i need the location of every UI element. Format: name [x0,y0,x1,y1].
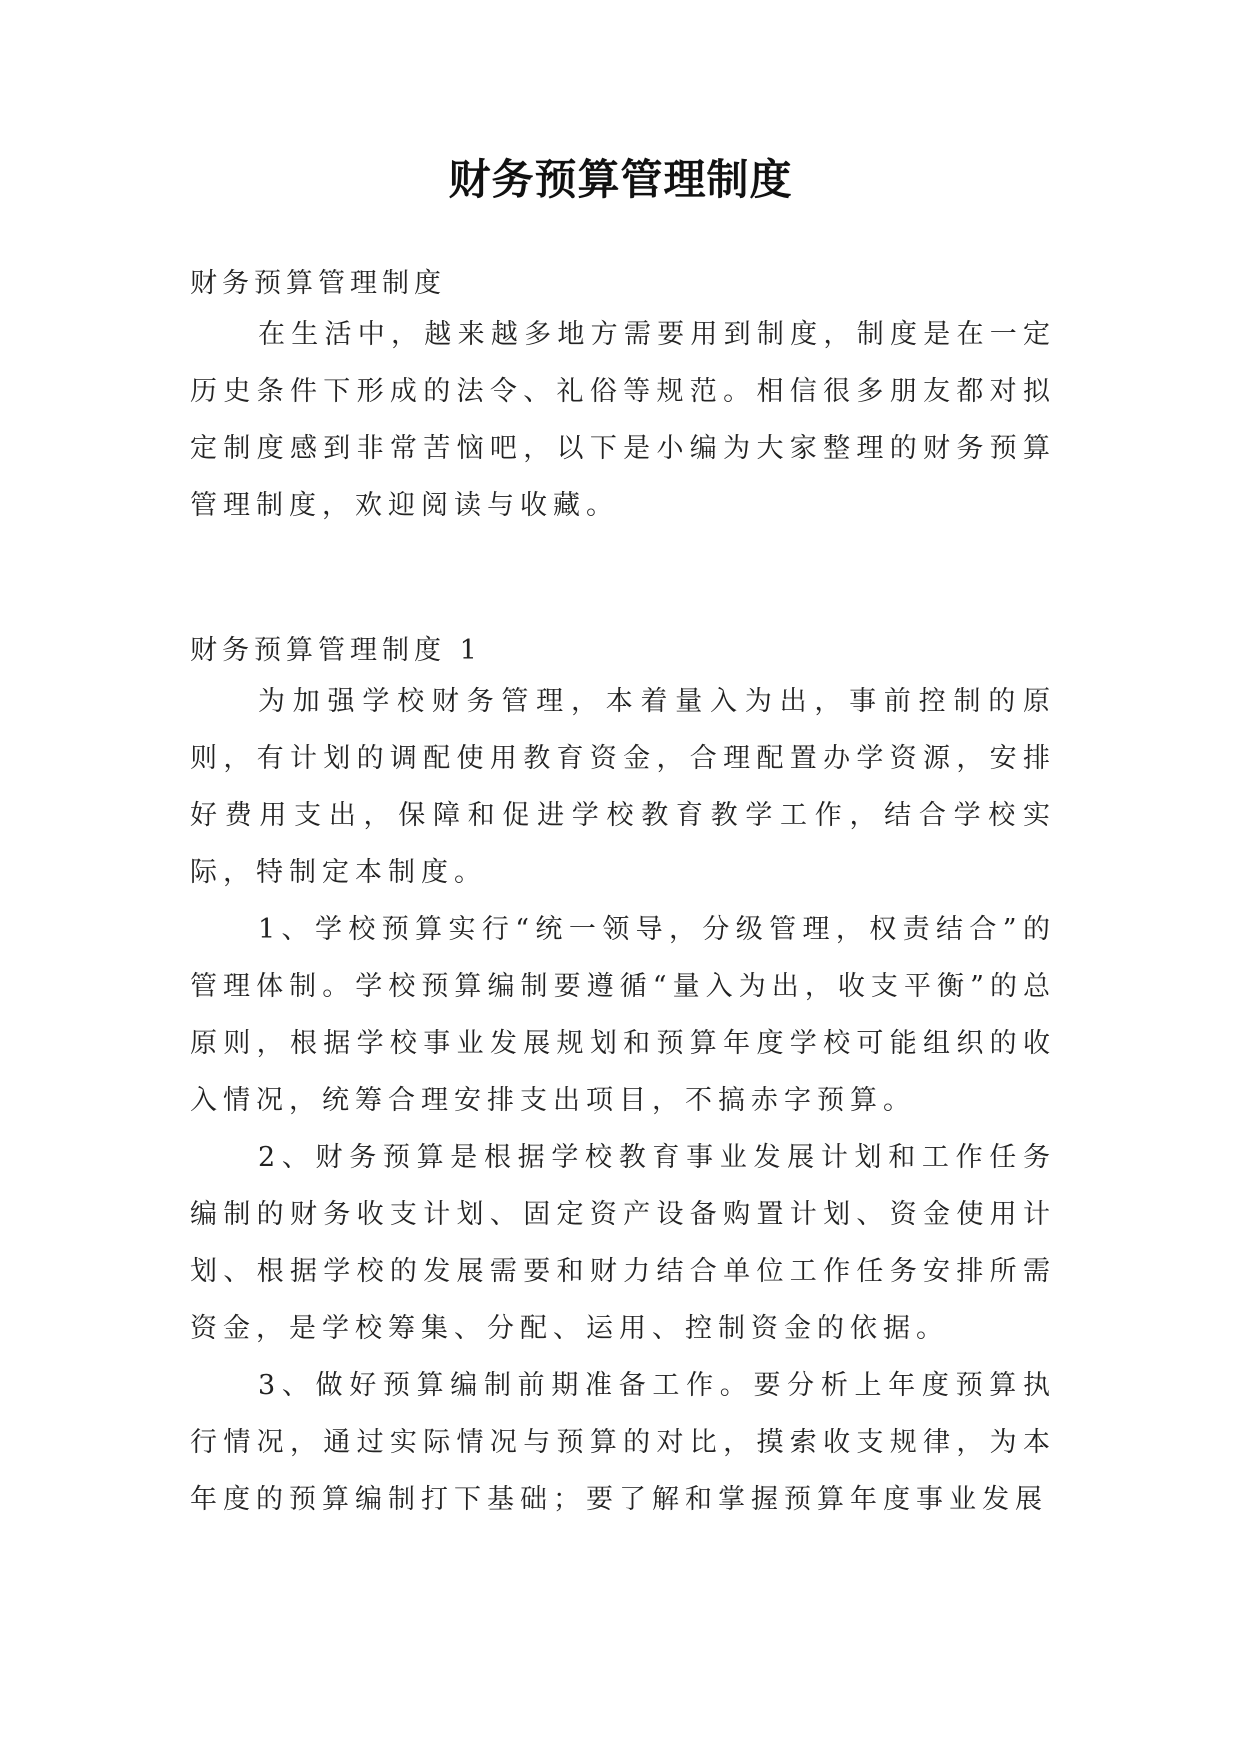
section1-paragraph: 2、财务预算是根据学校教育事业发展计划和工作任务编制的财务收支计划、固定资产设备购置计划、资金使用计划、根据学校的发展需要和财力结合单位工作任务安排所需资金，是学校筹集、分配、运用、控制资金的依据。 [190,1142,1056,1344]
intro-section [190,306,1056,534]
section1-paragraph: 1、学校预算实行“统一领导，分级管理，权责结合”的管理体制。学校预算编制要遵循“量入为出，收支平衡”的总原则，根据学校事业发展规划和预算年度学校可能组织的收入情况，统筹合理安排支出项目，不搞赤字预算。 [190,914,1056,1116]
section1-paragraph: 为加强学校财务管理，本着量入为出，事前控制的原则，有计划的调配使用教育资金，合理配置办学资源，安排好费用支出，保障和促进学校教育教学工作，结合学校实际，特制定本制度。 [190,686,1056,888]
intro-paragraph: 在生活中，越来越多地方需要用到制度，制度是在一定历史条件下形成的法令、礼俗等规范。相信很多朋友都对拟定制度感到非常苦恼吧，以下是小编为大家整理的财务预算管理制度，欢迎阅读与收藏。 [190,319,1056,521]
document-title: 财务预算管理制度 [448,155,793,204]
section1-paragraph: 3、做好预算编制前期准备工作。要分析上年度预算执行情况，通过实际情况与预算的对比，摸索收支规律，为本年度的预算编制打下基础；要了解和掌握预算年度事业发展 [190,1370,1056,1515]
section1-body [190,673,1056,1528]
intro-heading: 财务预算管理制度 [190,268,446,299]
section1-heading: 财务预算管理制度 1 [190,635,482,666]
